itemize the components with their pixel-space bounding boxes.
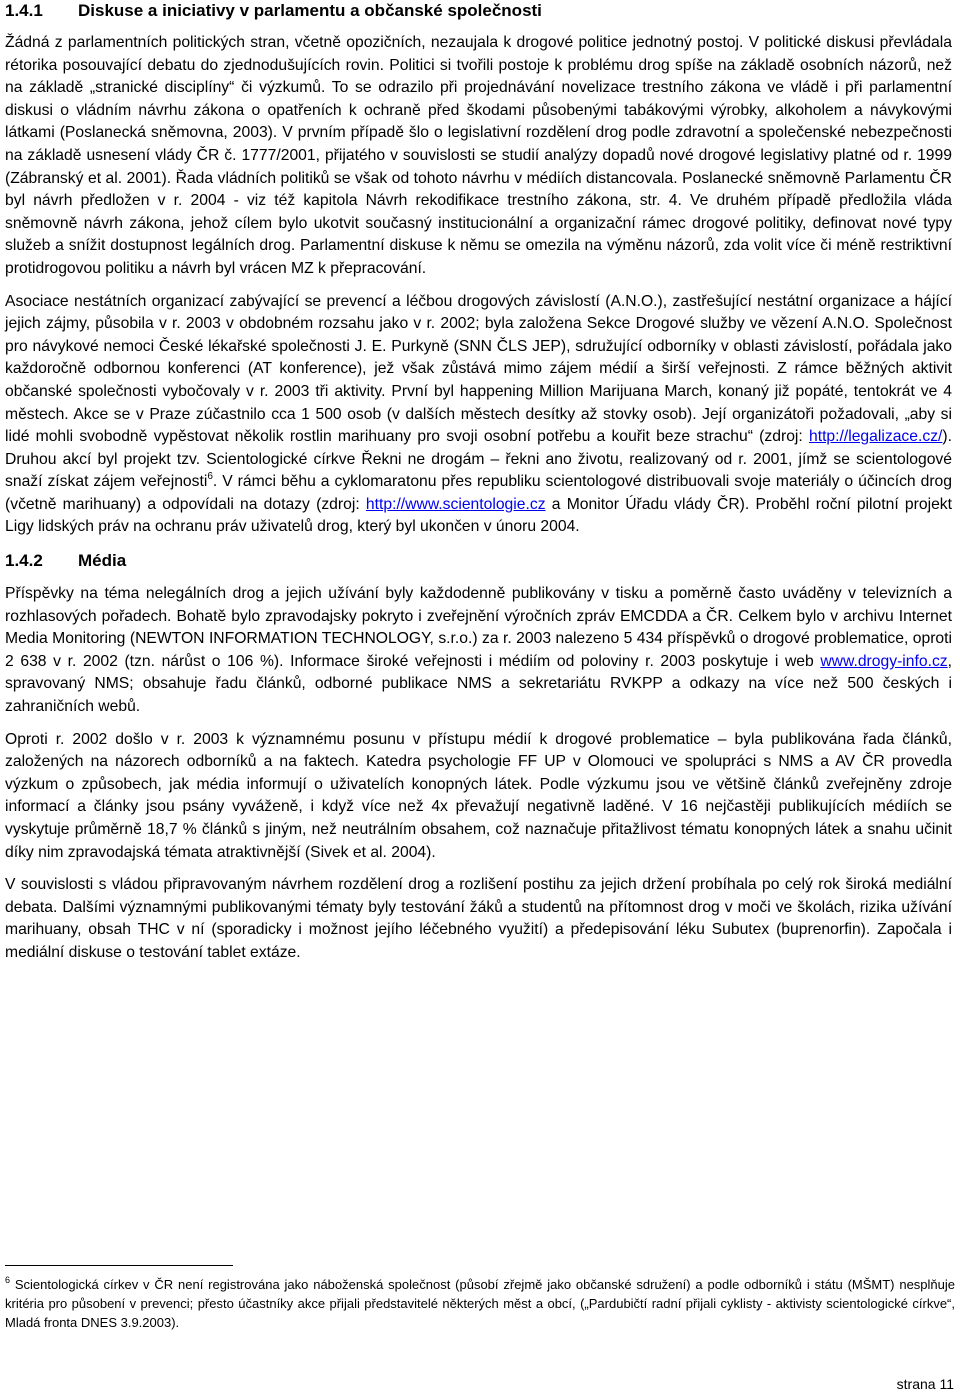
paragraph: Oproti r. 2002 došlo v r. 2003 k významnému posunu v přístupu médií k drogové problematice – byla publikována řada článků, založených na názorech odborníků a na faktech. Katedra psychologie FF UP v Olomouci ve spolupráci s NMS a AV ČR provedla výzkum o způsobech, jak média informují o uživatelích konopných látek. Podle výzkumu jsou ve většině článků zveřejněny zdroje informací a články jsou psány vyváženě, i když více než 4x převažují negativně laděné. V 16 nejčastěji publikujících médiích se vyskytuje průměrně 18,7 % článků s jiným, než neutrálním obsahem, což naznačuje přitažlivost tématu konopných látek a snahu učinit díky nim zpravodajská témata atraktivnější (Sivek et al. 2004). [5, 730, 952, 861]
section-heading-1-4-2 [5, 550, 952, 572]
link-scientologie[interactable]: http://www.scientologie.cz [365, 495, 546, 513]
section-number: 1.4.1 [5, 1, 43, 20]
footnote-separator [5, 1265, 233, 1266]
text-run: . V rámci běhu a cyklomaratonu přes republiku scientologové distribuovali svoje materiály o účincích drog (včetně marihuany) a odpovídali na dotazy (zdroj: [5, 473, 953, 513]
footnote-text: Scientologická církev v ČR není registrována jako náboženská společnost (působí zřejmě jako občanské sdružení) a podle odborníků i státu (MŠMT) nesplňuje kritéria pro působení v prevenci; přesto účastníky akce přijali představitelé některých měst a obcí, („Pardubičtí radní přijali cyklisty - aktivisty scientologické církve“, Mladá fronta DNES 3.9.2003). [5, 1277, 955, 1330]
section-number: 1.4.2 [5, 551, 43, 571]
text-run: a Monitor Úřadu vlády ČR). Proběhl roční pilotní projekt Ligy lidských práv na ochranu práv uživatelů drog, který byl ukončen v únoru 2004. [5, 495, 952, 536]
main-content [5, 0, 952, 965]
link-legalizace[interactable]: http://legalizace.cz/ [808, 428, 943, 446]
footnote-reference[interactable]: 6 [207, 471, 213, 483]
text-run: Asociace nestátních organizací zabývající se prevencí a léčbou drogových závislostí (A.N.O.), zastřešující nestátní organizace a hájící jejich zájmy, působila v r. 2003 v obdobném rozsahu jako v r. 2002; byla založena Sekce Drogové služby ve vězení A.N.O. Společnost pro návykové nemoci České lékařské společnosti J. E. Purkyně (SNN ČLS JEP), sdružující odborníky v oblasti závislostí, pořádala jako každoročně odbornou konferenci (AT konference), jež však zůstává mimo zájem médií a širší veřejnosti. Z rámce běžných aktivit občanské společnosti vybočovaly v r. 2003 tři aktivity. První byl happening Million Marijuana March, konaný již popáté, tentokrát ve 4 městech. Akce se v Praze zúčastnilo cca 1 500 osob (v dalších městech desítky až stovky osob). Její organizátoři požadovali, „aby si lidé mohli svobodně vypěstovat několik rostlin marihuany pro svoji osobní potřebu a kouřit beze strachu“ (zdroj: [5, 292, 952, 446]
paragraph: Žádná z parlamentních politických stran, včetně opozičních, nezaujala k drogové politice jednotný postoj. V politické diskusi převládala rétorika posouvající debatu do zjednodušujících rovin. Politici si tvořili postoje k problému drog spíše na základě osobních názorů, než na základě „stranické disciplíny“ či výzkumů. To se odrazilo při projednávání novelizace trestního zákona ve vládě i při parlamentní diskusi o vládním návrhu zákona o opatřeních k ochraně před škodami působenými tabákovými výrobky, alkoholem a návykovými látkami (Poslanecká sněmovna, 2003). V prvním případě šlo o legislativní rozdělení drog podle zdravotní a společenské nebezpečnosti na základě usnesení vlády ČR č. 1777/2001, přijatého v souvislosti se studií analýzy dopadů nové drogové legislativy platné od r. 1999 (Zábranský et al. 2001). Řada vládních politiků se však od tohoto návrhu v médiích distancovala. Poslanecké sněmovně Parlamentu ČR byl návrh předložen v r. 2004 - viz též kapitola Návrh rekodifikace trestního zákona, str. 4. Ve druhém případě předložila vláda sněmovně návrh zákona, jehož cílem bylo ukotvit současný institucionální a organizační rámec drogové politiky, definovat nové typy služeb a snížit dostupnost legálních drog. Parlamentní diskuse k němu se omezila na výměnu názorů, zda volit více či méně restriktivní protidrogovou politiku a návrh byl vrácen MZ k přepracování. [5, 34, 952, 277]
text-run: ). Druhou akcí byl projekt tzv. Scientologické církve Řekni ne drogám – řekni ano životu, realizovaný od r. 2001, jímž se scientologové snaží získat zájem veřejnosti [5, 428, 952, 491]
section-title: Média [78, 551, 127, 571]
footnote-mark: 6 [5, 1274, 11, 1285]
link-drogy-info[interactable]: www.drogy-info.cz [820, 652, 948, 670]
paragraph [5, 291, 952, 540]
paragraph [5, 583, 952, 719]
text-run: Příspěvky na téma nelegálních drog a jejich užívání byly každodenně publikovány v tisku a poměrně často uváděny v televizních a rozhlasových pořadech. Bohatě bylo zpravodajsky pokryto i zveřejnění výročních zpráv EMCDDA a ČR. Celkem bylo v archivu Internet Media Monitoring (NEWTON INFORMATION TECHNOLOGY, s.r.o.) za r. 2003 nalezeno 5 434 příspěvků o drogové problematice, oproti 2 638 v r. 2002 (tzn. nárůst o 106 %). Informace široké veřejnosti i médiím od poloviny r. 2003 poskytuje i web [5, 585, 952, 670]
page-number: strana 11 [896, 1376, 954, 1392]
section-title: Diskuse a iniciativy v parlamentu a občanské společnosti [78, 1, 542, 20]
paragraph: V souvislosti s vládou připravovaným návrhem rozdělení drog a rozlišení postihu za jejich držení probíhala po celý rok široká mediální debata. Dalšími významnými publikovanými tématy byly testování žáků a studentů na přítomnost drog v moči ve školách, rizika užívání marihuany, obsah THC v ní (sporadicky i možnost jejího léčebného využití) a předepisování léku Subutex (buprenorfin). Započala i mediální diskuse o testování tablet extáze. [5, 876, 952, 961]
text-run: , spravovaný NMS; obsahuje řadu článků, odborné publikace NMS a sekretariátu RVKPP a odkazy na více než 500 českých i zahraničních webů. [5, 652, 952, 716]
section-heading-1-4-1 [5, 0, 952, 22]
footnote [5, 1275, 955, 1332]
